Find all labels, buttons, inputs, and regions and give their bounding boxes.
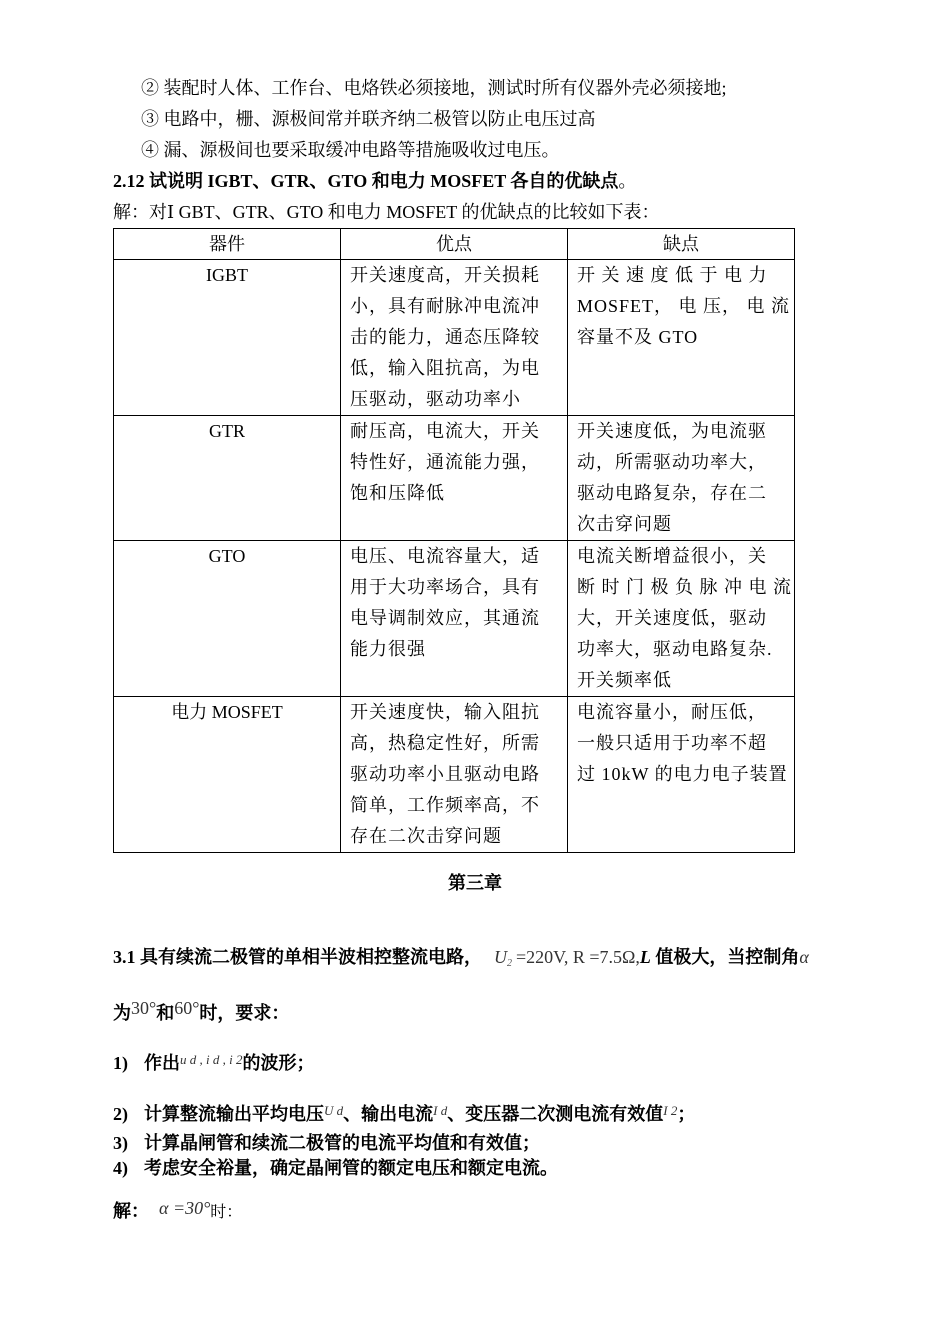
- cons-line: 容量不及 GTO: [577, 327, 699, 347]
- requirement-4: [113, 1157, 558, 1179]
- formula-u2-symbol: U: [494, 947, 507, 967]
- requirement-2-symbol-id: I d: [433, 1103, 448, 1118]
- cons-line: 动，所需驱动功率大，: [577, 452, 767, 472]
- cons-line: 断 时 门 极 负 脉 冲 电 流: [577, 577, 792, 597]
- question-2-12-text: 2.12 试说明 IGBT、GTR、GTO 和电力 MOSFET 各自的优缺点: [113, 171, 619, 191]
- pros-line: 耐压高，电流大，开关: [350, 421, 540, 441]
- angle-60: 60°: [174, 998, 200, 1018]
- pros-line: 压驱动，驱动功率小: [350, 389, 521, 409]
- device-name: IGBT: [114, 260, 341, 416]
- question-3-1-suffix: 值极大，当控制角: [650, 947, 800, 967]
- cons-line: 次击穿问题: [577, 514, 672, 534]
- requirement-1: [113, 1049, 314, 1074]
- table-row: [114, 697, 795, 853]
- pros-line: 饱和压降低: [350, 483, 445, 503]
- formula-alpha: α: [799, 947, 809, 967]
- requirement-2-text-c: 、变压器二次测电流有效值: [447, 1104, 664, 1124]
- chapter-title: 第三章: [448, 873, 502, 893]
- pros-line: 驱动功率小且驱动电路: [350, 764, 540, 784]
- cons-line: 开 关 速 度 低 于 电 力: [577, 265, 768, 285]
- cons-line: 电流容量小，耐压低，: [577, 702, 767, 722]
- intro-line-2: ② 装配时人体、工作台、电烙铁必须接地，测试时所有仪器外壳必须接地;: [141, 78, 727, 98]
- pros-line: 电导调制效应，其通流: [350, 608, 540, 628]
- solution-suffix: 时：: [210, 1204, 243, 1221]
- question-3-1-and: 和: [156, 1003, 175, 1023]
- question-3-1-requirement: 时，要求：: [199, 1003, 290, 1023]
- header-pros: 优点: [341, 229, 568, 260]
- pros-line: 小，具有耐脉冲电流冲: [350, 296, 540, 316]
- cons-line: 过 10kW 的电力电子装置: [577, 764, 788, 784]
- requirement-2: [113, 1100, 695, 1125]
- cons-line: 大，开关速度低，驱动: [577, 608, 767, 628]
- requirement-2-text-b: 、输出电流: [343, 1104, 434, 1124]
- requirement-1-suffix: 的波形；: [242, 1053, 315, 1073]
- header-device: 器件: [114, 229, 341, 260]
- intro-line-3: ③ 电路中，栅、源极间常并联齐纳二极管以防止电压过高: [141, 109, 596, 129]
- pros-line: 低，输入阻抗高，为电: [350, 358, 540, 378]
- device-name: GTR: [114, 416, 341, 541]
- header-cons: 缺点: [568, 229, 795, 260]
- requirement-2-symbol-ud: U d: [324, 1103, 344, 1118]
- requirement-4-text: 考虑安全裕量，确定晶闸管的额定电压和额定电流。: [144, 1158, 558, 1178]
- cons-line: 一般只适用于功率不超: [577, 733, 767, 753]
- solution-line: [113, 1197, 242, 1224]
- device-name: 电力 MOSFET: [114, 697, 341, 853]
- requirement-2-text-a: 计算整流输出平均电压: [144, 1104, 324, 1124]
- intro-line-4: ④ 漏、源极间也要采取缓冲电路等措施吸收过电压。: [141, 140, 560, 160]
- question-2-12-period: 。: [618, 171, 637, 191]
- cons-line: 开关频率低: [577, 670, 672, 690]
- requirement-3: [113, 1132, 540, 1154]
- cons-cell: [568, 697, 795, 853]
- question-2-12-title: [113, 170, 636, 192]
- cons-line: 电流关断增益很小，关: [577, 546, 767, 566]
- cons-line: 开关速度低，为电流驱: [577, 421, 767, 441]
- pros-line: 开关速度高，开关损耗: [350, 265, 540, 285]
- solution-formula: α =30°: [159, 1198, 211, 1218]
- pros-cell: [341, 260, 568, 416]
- formula-l-symbol: L: [639, 947, 651, 967]
- question-3-1-for: 为: [113, 1003, 131, 1023]
- requirement-number: 4): [113, 1158, 128, 1178]
- question-3-1-prefix: 3.1 具有续流二极管的单相半波相控整流电路，: [113, 947, 482, 967]
- requirement-number: 2): [113, 1104, 128, 1124]
- device-name: GTO: [114, 541, 341, 697]
- table-row: [114, 541, 795, 697]
- table-row: [114, 260, 795, 416]
- pros-line: 击的能力，通态压降较: [350, 327, 540, 347]
- pros-cell: [341, 697, 568, 853]
- requirement-number: 3): [113, 1133, 128, 1153]
- angle-30: 30°: [131, 998, 157, 1018]
- question-3-1-line-1: [113, 946, 809, 975]
- formula-u2-subscript: 2: [507, 958, 512, 969]
- pros-cell: [341, 541, 568, 697]
- pros-line: 高，热稳定性好，所需: [350, 733, 540, 753]
- cons-cell: [568, 541, 795, 697]
- comparison-table: [113, 228, 795, 853]
- cons-cell: [568, 260, 795, 416]
- pros-line: 存在二次击穿问题: [350, 826, 502, 846]
- requirement-2-symbol-i2: I 2: [663, 1103, 678, 1118]
- cons-cell: [568, 416, 795, 541]
- pros-cell: [341, 416, 568, 541]
- pros-line: 开关速度快，输入阻抗: [350, 702, 540, 722]
- requirement-1-prefix: 作出: [144, 1053, 180, 1073]
- cons-line: 功率大，驱动电路复杂.: [577, 639, 773, 659]
- cons-line: MOSFET， 电 压， 电 流: [577, 296, 791, 316]
- table-header-row: [114, 229, 795, 260]
- requirement-2-text-d: ；: [677, 1104, 696, 1124]
- requirement-1-formula: u d , i d , i 2: [180, 1052, 243, 1067]
- formula-u2-value: =220V, R =7.5Ω,: [516, 947, 640, 967]
- requirement-3-text: 计算晶闸管和续流二极管的电流平均值和有效值；: [144, 1133, 540, 1153]
- pros-line: 电压、电流容量大，适: [350, 546, 540, 566]
- pros-line: 简单，工作频率高，不: [350, 795, 540, 815]
- pros-line: 能力很强: [350, 639, 426, 659]
- pros-line: 用于大功率场合，具有: [350, 577, 540, 597]
- question-2-12-answer: 解：对Ⅰ GBT、GTR、GTO 和电力 MOSFET 的优缺点的比较如下表：: [113, 202, 660, 222]
- pros-line: 特性好，通流能力强，: [350, 452, 540, 472]
- solution-label: 解：: [113, 1201, 149, 1221]
- table-row: [114, 416, 795, 541]
- cons-line: 驱动电路复杂，存在二: [577, 483, 767, 503]
- requirement-number: 1): [113, 1053, 128, 1073]
- question-3-1-line-2: [113, 997, 289, 1024]
